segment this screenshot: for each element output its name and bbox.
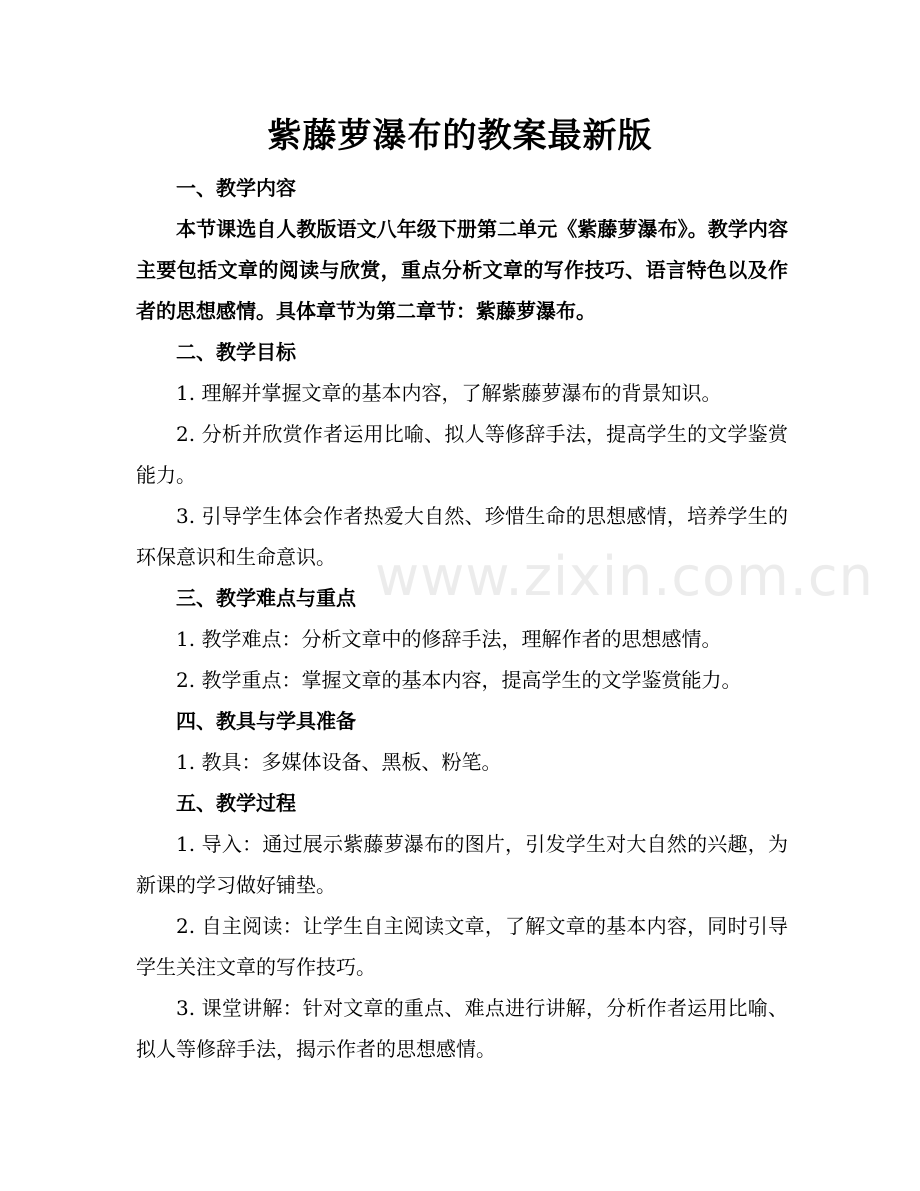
list-item: 1. 导入：通过展示紫藤萝瀑布的图片，引发学生对大自然的兴趣，为新课的学习做好铺垫。 (136, 832, 788, 897)
section-heading-content: 一、教学内容 (176, 176, 296, 200)
list-item: 2. 分析并欣赏作者运用比喻、拟人等修辞手法，提高学生的文学鉴赏能力。 (136, 422, 788, 487)
list-item: 3. 引导学生体会作者热爱大自然、珍惜生命的思想感情，培养学生的环保意识和生命意识。 (136, 504, 788, 569)
watermark: www.zixin.com.cn (375, 545, 874, 608)
section-paragraph: 本节课选自人教版语文八年级下册第二单元《紫藤萝瀑布》。教学内容主要包括文章的阅读与欣赏，重点分析文章的写作技巧、语言特色以及作者的思想感情。具体章节为第二章节：紫藤萝瀑布。 (136, 217, 788, 323)
list-item: 1. 教学难点：分析文章中的修辞手法，理解作者的思想感情。 (176, 627, 722, 651)
list-item: 2. 教学重点：掌握文章的基本内容，提高学生的文学鉴赏能力。 (176, 668, 742, 692)
page-title: 紫藤萝瀑布的教案最新版 (267, 116, 653, 156)
section-heading-key-points: 三、教学难点与重点 (176, 586, 356, 610)
list-item: 1. 教具：多媒体设备、黑板、粉笔。 (176, 750, 502, 774)
section-heading-objectives: 二、教学目标 (176, 340, 296, 364)
section-heading-materials: 四、教具与学具准备 (176, 709, 356, 733)
document-body (136, 168, 788, 1070)
section-heading-process: 五、教学过程 (176, 791, 296, 815)
list-item: 2. 自主阅读：让学生自主阅读文章，了解文章的基本内容，同时引导学生关注文章的写作技巧。 (136, 914, 788, 979)
list-item: 3. 课堂讲解：针对文章的重点、难点进行讲解，分析作者运用比喻、拟人等修辞手法，揭示作者的思想感情。 (136, 996, 788, 1061)
list-item: 1. 理解并掌握文章的基本内容，了解紫藤萝瀑布的背景知识。 (176, 381, 722, 405)
